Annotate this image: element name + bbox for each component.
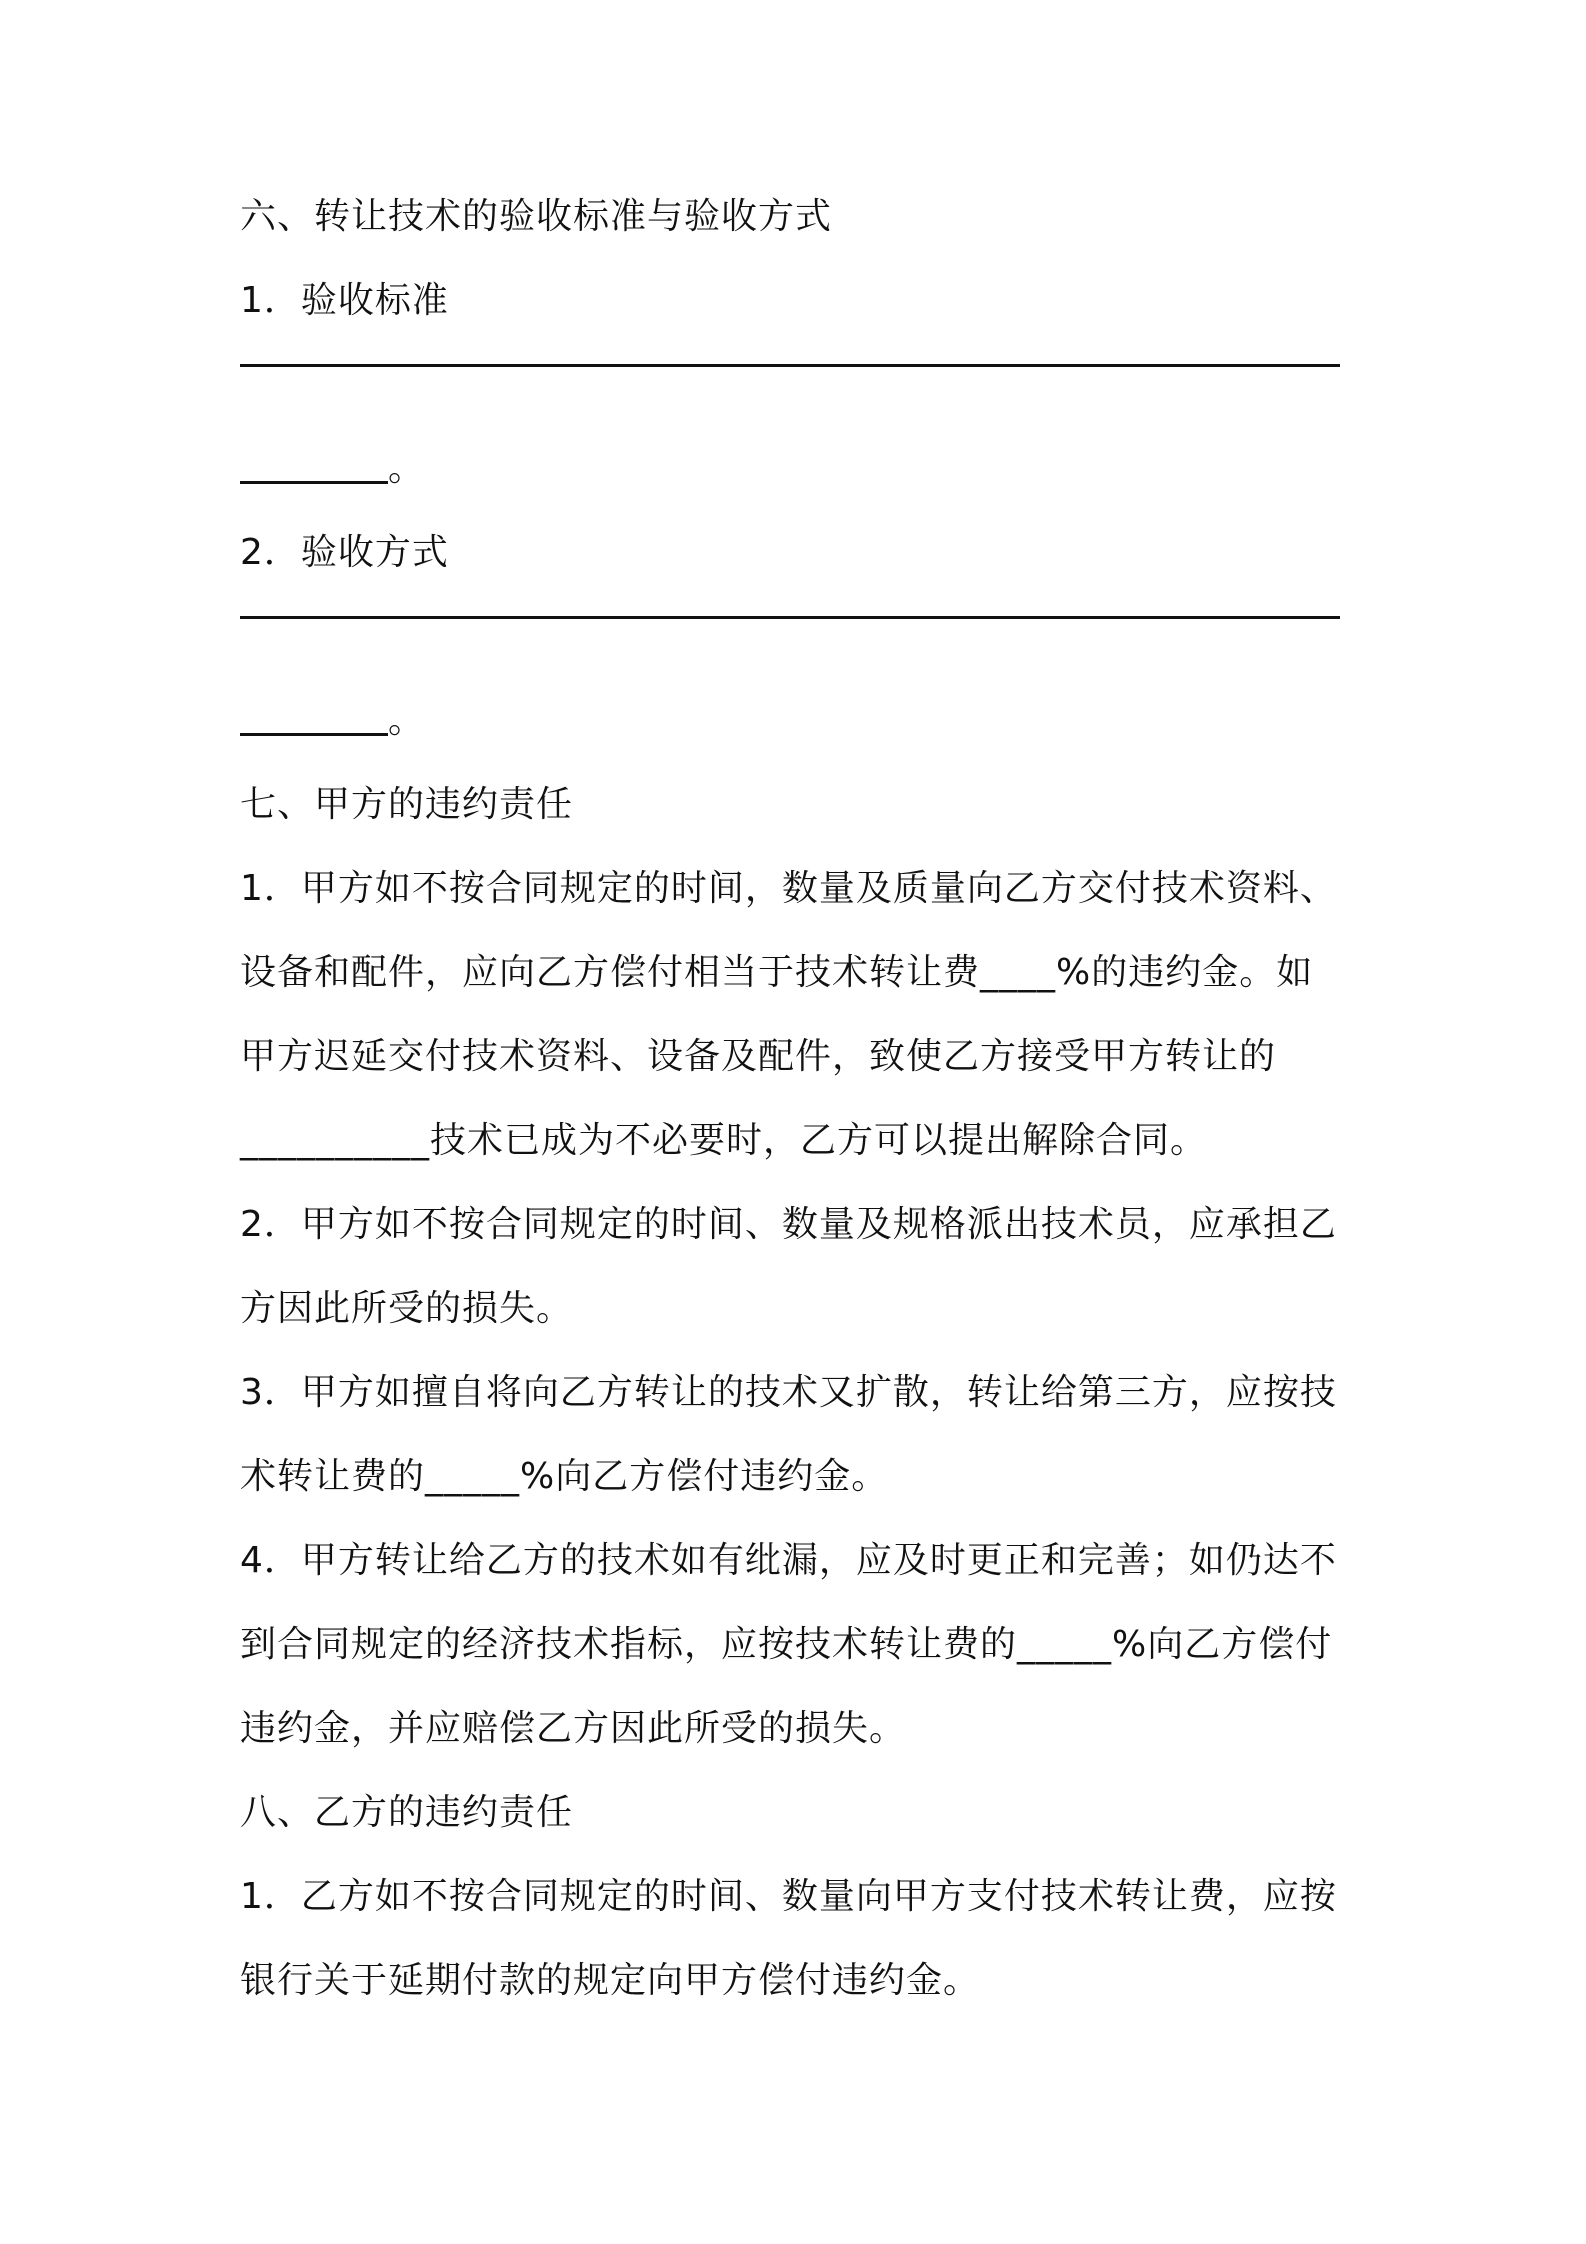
paragraph-line: 甲方迟延交付技术资料、设备及配件，致使乙方接受甲方转让的 [240,1036,1277,1077]
paragraph-line: 银行关于延期付款的规定向甲方偿付违约金。 [240,1960,981,2001]
item-acceptance-method: 2．验收方式 [240,532,449,573]
paragraph-line: 违约金，并应赔偿乙方因此所受的损失。 [240,1708,907,1749]
document-body [240,196,1360,2044]
fill-in-blank-end [240,448,1360,490]
paragraph-line: 4．甲方转让给乙方的技术如有纰漏，应及时更正和完善；如仍达不 [240,1540,1337,1581]
paragraph-line: 术转让费的_____%向乙方偿付违约金。 [240,1456,889,1497]
paragraph-line: 1．甲方如不按合同规定的时间，数量及质量向乙方交付技术资料、 [240,868,1337,909]
paragraph-line: 方因此所受的损失。 [240,1288,574,1329]
section-heading-party-a-liability: 七、甲方的违约责任 [240,784,574,825]
section-heading-acceptance: 六、转让技术的验收标准与验收方式 [240,196,833,237]
paragraph-line: 到合同规定的经济技术指标，应按技术转让费的_____%向乙方偿付 [240,1624,1333,1665]
period-mark: 。 [388,700,426,741]
fill-in-blank-line [240,364,1360,406]
paragraph-line: 2．甲方如不按合同规定的时间、数量及规格派出技术员，应承担乙 [240,1204,1337,1245]
paragraph-line: 设备和配件，应向乙方偿付相当于技术转让费____%的违约金。如 [240,952,1314,993]
paragraph-line: __________技术已成为不必要时，乙方可以提出解除合同。 [240,1120,1208,1161]
paragraph-line: 1．乙方如不按合同规定的时间、数量向甲方支付技术转让费，应按 [240,1876,1337,1917]
fill-in-blank-line [240,616,1360,658]
item-acceptance-standard: 1．验收标准 [240,280,449,321]
fill-in-blank-end [240,700,1360,742]
paragraph-line: 3．甲方如擅自将向乙方转让的技术又扩散，转让给第三方，应按技 [240,1372,1337,1413]
period-mark: 。 [388,448,426,489]
section-heading-party-b-liability: 八、乙方的违约责任 [240,1792,574,1833]
